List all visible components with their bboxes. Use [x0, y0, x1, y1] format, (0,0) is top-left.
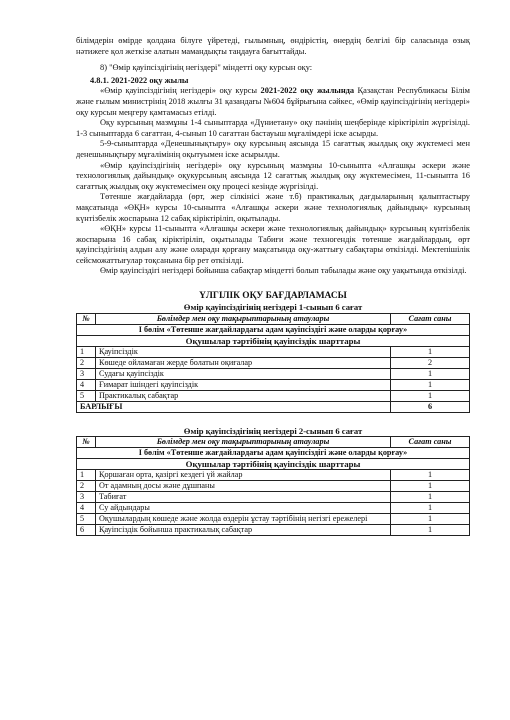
table-row: 4 Ғимарат ішіндегі қауіпсіздік 1	[77, 379, 470, 390]
paragraph-ohn-11: «ӨҚН» курсы 11-сыныпта «Алғашқы әскери және технологиялық дайындық» курсының күнтізбелік жоспарына 16 сабақ кіріктіріліп, оқытылады Табиғи және техногендік төтенше жағдайлардың, өрт қауіпсіздігінің алдын алу және оларадн қорғану мақсатында оқу-жаттығу сабақтары өткізілді. Мектепішілік сейсможаттығулар тоқсанына бір рет өткізілді.	[76, 224, 470, 265]
header-hours: Сағат саны	[391, 437, 470, 448]
table-row: 6 Қауіпсіздік бойынша практикалық сабақтар 1	[77, 525, 470, 536]
table-row: 5 Практикалық сабақтар 1	[77, 390, 470, 401]
total-value: 6	[391, 401, 470, 412]
paragraph-5-9-grades: 5-9-сыныптарда «Денешынықтыру» оқу курсының аясында 15 сағаттық жылдық оқу жүктемесі мен денешынықтыру мұғалімінің оқытуымен іске асырылды.	[76, 139, 470, 159]
table-row: 1 Қоршаған орта, қазіргі кездегі үй жайлар 1	[77, 470, 470, 481]
paragraph-course-intro: «Өмір қауіпсіздігінің негіздері» оқу курсы 2021-2022 оқу жылында Қазақстан Республикасы Білім және ғылым министрінің 2018 жылғы 31 қазандағы №604 бұйрығына сәйкес, «Өмір қауіпсіздігінің негіздері» оқу курсын меңгеру қамтамасыз етілді.	[76, 86, 470, 117]
table-row: 3 Судағы қауіпсіздік 1	[77, 368, 470, 379]
bold-year: 2021-2022 оқу жылында	[260, 86, 355, 96]
header-topics: Бөлімдер мен оқу тақырыптарының атаулары	[96, 313, 391, 324]
table2-caption: Өмір қауіпсіздігінің негіздері 2-сынып 6 сағат	[183, 425, 363, 436]
header-topics: Бөлімдер мен оқу тақырыптарының атаулары	[96, 437, 391, 448]
table-row: 3 Табиғат 1	[77, 492, 470, 503]
table-header-row	[77, 313, 470, 324]
table-row: 2 От адамның досы және дұшпаны 1	[77, 481, 470, 492]
table-grade-2	[76, 436, 470, 536]
table-row: 1 Қауіпсіздік 1	[77, 346, 470, 357]
table-part-row: I бөлім «Төтенше жағдайлардағы адам қауіпсіздігі және оларды қорғау»	[77, 324, 470, 335]
paragraph-item-8: 8) "Өмір қауіпсіздігінің негіздері" міндетті оқу курсын оқу:	[100, 63, 313, 73]
paragraph-emergency: Төтенше жағдайларда (өрт, жер сілкінісі және т.б) практикалық дағдыларының қалыптастыру мақсатында «ӨҚН» курсы 10-сыныпта «Алғашқы әскери және технологиялық дайындық» курсының күнтізбелік жоспарына 12 сабақ кіріктіріліп, оқытылады.	[76, 192, 470, 223]
paragraph-10-11-grades: «Өмір қауіпсіздігінің негіздері» оқу курсының мазмұны 10-сыныпта «Алғашқы әскери және технологиялық дайындық» оқукурсының аясында 12 сағаттық жылдық оқу жүктемесімен, 11-сыныпта 16 сағаттық жылдық оқу жүктемесімен оқу процесі кезінде жүргізілді.	[76, 160, 470, 191]
table-total-row	[77, 401, 470, 412]
section-heading: 4.8.1. 2021-2022 оқу жылы	[90, 75, 189, 85]
table-subsection-row: Оқушылар тәртібінің қауіпсіздік шарттары	[77, 335, 470, 346]
paragraph-conclusion: Өмір қауіпсіздігі негіздері бойынша сабақтар міндетті болып табылады және оқу уақытында өткізілді.	[100, 266, 467, 276]
total-label: БАРЛЫҒЫ	[77, 401, 391, 412]
header-number: №	[77, 313, 96, 324]
table-row: 5 Оқушылардың көшеде және жолда өздерін ұстау тәртібінің негізгі ережелері 1	[77, 514, 470, 525]
table1-caption: Өмір қауіпсіздігінің негіздері 1-сынып 6 сағат	[183, 302, 363, 313]
program-title: ҮЛГІЛІК ОҚУ БАҒДАРЛАМАСЫ	[199, 291, 347, 302]
table-header-row	[77, 437, 470, 448]
header-number: №	[77, 437, 96, 448]
paragraph-1-4-grades: Оқу курсының мазмұны 1-4 сыныптарда «Дүниетану» оқу пәнінің шеңберінде кіріктіріліп жүргізілді. 1-3 сыныптарда 6 сағаттан, 4-сынып 10 сағаттан бастауыш мұғалімдері іске асырды.	[76, 118, 470, 138]
table-subsection-row: Оқушылар тәртібінің қауіпсіздік шарттары	[77, 459, 470, 470]
paragraph-intro: білімдерін өмірде қолдана білуге үйретеді, ғылымның, өндірістің, өнердің белгілі бір саласында өзық нәтижеге қол жеткізе алатын мамандықты таңдауға бағыттайды.	[76, 36, 470, 56]
table-row: 2 Көшеде ойламаған жерде болатын оқиғалар 2	[77, 357, 470, 368]
table-part-row: I бөлім «Төтенше жағдайлардағы адам қауіпсіздігі және оларды қорғау»	[77, 448, 470, 459]
table-grade-1	[76, 313, 470, 413]
header-hours: Сағат саны	[391, 313, 470, 324]
table-row: 4 Су айдындары 1	[77, 503, 470, 514]
